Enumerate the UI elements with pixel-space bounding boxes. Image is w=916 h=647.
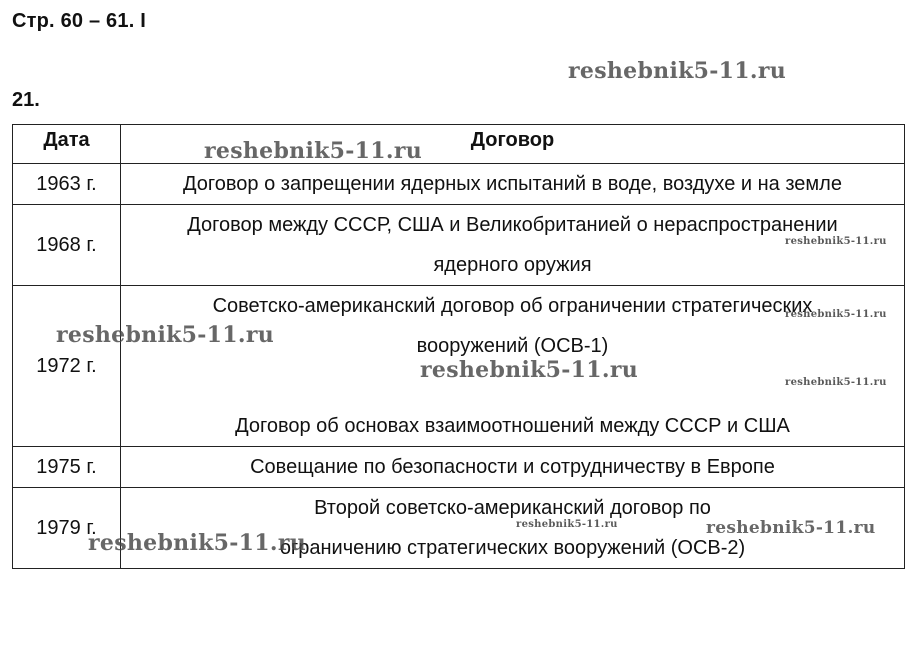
- treaties-table: [12, 124, 905, 569]
- table-row: [13, 447, 905, 488]
- treaty-spacer: [191, 366, 834, 406]
- date-cell: 1963 г.: [13, 164, 121, 205]
- treaty-cell: [121, 286, 905, 447]
- watermark: reshebnik5-11.ru: [420, 357, 639, 383]
- treaty-text: Второй советско-американский договор по ограничению стратегических вооружений (ОСВ-2): [279, 497, 746, 559]
- treaty-cell: [121, 447, 905, 488]
- table-row: [13, 488, 905, 569]
- watermark: reshebnik5-11.ru: [516, 519, 618, 530]
- watermark: reshebnik5-11.ru: [785, 309, 887, 320]
- watermark: reshebnik5-11.ru: [56, 322, 275, 348]
- treaty-text: Советско-американский договор об ограничении стратегических вооружений (ОСВ-1): [212, 295, 813, 357]
- watermark: reshebnik5-11.ru: [706, 518, 876, 538]
- treaty-text: Договор между СССР, США и Великобританией о нераспространении ядерного оружия: [187, 214, 838, 276]
- table-row: [13, 286, 905, 447]
- date-cell: 1979 г.: [13, 488, 121, 569]
- treaty-cell: [121, 488, 905, 569]
- date-cell: 1975 г.: [13, 447, 121, 488]
- treaty-text: Совещание по безопасности и сотрудничеству в Европе: [250, 456, 775, 478]
- watermark: reshebnik5-11.ru: [88, 530, 307, 556]
- table-row: [13, 205, 905, 286]
- watermark: reshebnik5-11.ru: [204, 138, 423, 164]
- watermark: reshebnik5-11.ru: [785, 377, 887, 388]
- treaty-column-header: Договор: [121, 125, 905, 164]
- date-column-header: Дата: [13, 125, 121, 164]
- treaty-cell: [121, 205, 905, 286]
- treaty-cell: [121, 164, 905, 205]
- table-row: [13, 164, 905, 205]
- table-header-row: [13, 125, 905, 164]
- treaty-text: Договор об основах взаимоотношений между СССР и США: [235, 415, 790, 437]
- page-header: Стр. 60 – 61. I: [12, 10, 146, 32]
- date-cell: 1972 г.: [13, 286, 121, 447]
- treaty-text: Договор о запрещении ядерных испытаний в воде, воздухе и на земле: [183, 173, 842, 195]
- watermark: reshebnik5-11.ru: [568, 58, 787, 84]
- date-cell: 1968 г.: [13, 205, 121, 286]
- watermark: reshebnik5-11.ru: [785, 236, 887, 247]
- task-number: 21.: [12, 89, 40, 111]
